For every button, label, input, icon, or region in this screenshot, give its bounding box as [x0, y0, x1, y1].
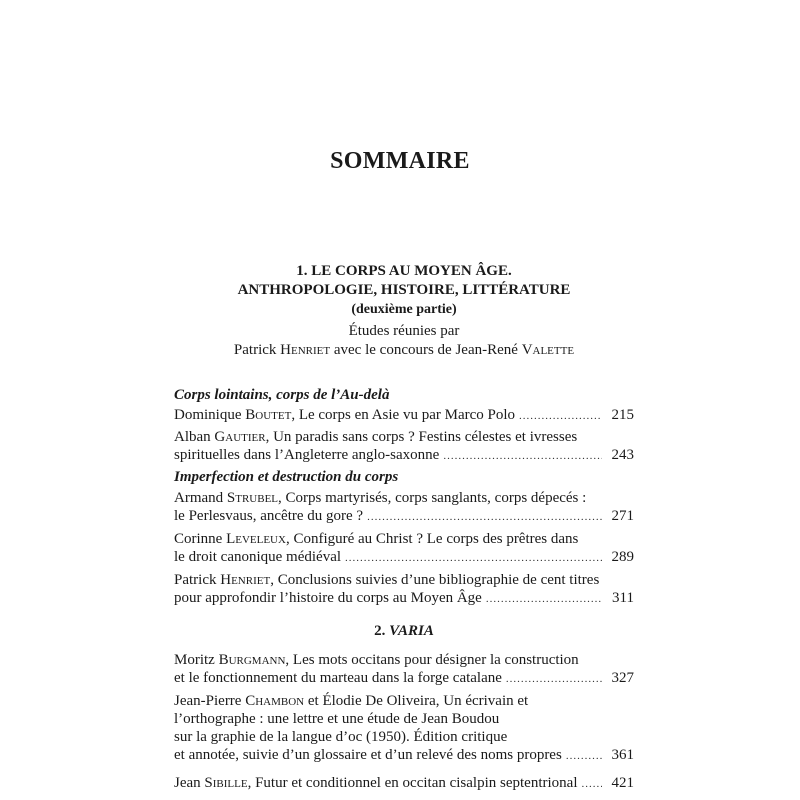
- section-1-credits: [174, 322, 634, 360]
- author-first: Armand: [174, 490, 224, 506]
- section-2-heading: [174, 622, 634, 641]
- author-last: Boutet: [245, 407, 292, 423]
- entry-title: , Configuré au Christ ? Le corps des prêtres dans: [285, 531, 579, 547]
- author-last: Gautier: [214, 429, 266, 445]
- author-last: Chambon: [245, 693, 305, 709]
- section-1-line-1: 1. LE CORPS AU MOYEN ÂGE.: [296, 263, 512, 279]
- toc-entry: [174, 774, 634, 793]
- entry-title: , Futur et conditionnel en occitan cisalpin septentrional: [247, 775, 578, 791]
- dot-leader: [345, 549, 602, 567]
- author-first: Alban: [174, 429, 211, 445]
- author-first: Jean-Pierre: [174, 693, 242, 709]
- toc-entry-first-line: [174, 692, 634, 710]
- toc-entry-last-line: [174, 774, 634, 793]
- editor-last-name: Henriet: [280, 342, 331, 358]
- section-1-line-3: (deuxième partie): [351, 302, 457, 317]
- entry-title: , Les mots occitans pour désigner la construction: [285, 652, 579, 668]
- dot-leader: [506, 670, 602, 688]
- page-number: 311: [612, 590, 634, 606]
- toc-entry-last-line: [174, 589, 634, 608]
- credits-connector: avec le concours de: [333, 342, 452, 358]
- credits-line-2: [174, 341, 634, 360]
- author-first: Corinne: [174, 531, 223, 547]
- toc-entry-last-line: [174, 746, 634, 765]
- toc-entry-last-line: [174, 507, 634, 526]
- toc-entry-first-line: [174, 428, 634, 446]
- page-title: SOMMAIRE: [330, 148, 470, 174]
- entry-title: , Corps martyrisés, corps sanglants, corps dépecés :: [278, 490, 587, 506]
- entry-title: , Le corps en Asie vu par Marco Polo: [291, 407, 516, 423]
- toc-entry-first-line: [174, 651, 634, 669]
- toc-entry-last-line: [174, 669, 634, 688]
- entry-title: , Un paradis sans corps ? Festins célestes et ivresses: [265, 429, 578, 445]
- toc-entry-first-line: [174, 530, 634, 548]
- dot-leader: [519, 407, 602, 425]
- entry-title-continued: et le fonctionnement du marteau dans la forge catalane: [174, 670, 502, 686]
- page-number: 361: [611, 747, 634, 763]
- subsection-heading-2: Imperfection et destruction du corps: [174, 469, 399, 485]
- page-number: 243: [611, 447, 634, 463]
- entry-title-continued: spirituelles dans l’Angleterre anglo-saxonne: [174, 447, 440, 463]
- toc-entry-first-line: [174, 571, 634, 589]
- page-number: 215: [611, 407, 634, 423]
- author-last: Henriet: [220, 572, 271, 588]
- author-first: Moritz: [174, 652, 215, 668]
- dot-leader: [367, 508, 602, 526]
- toc-entry-first-line: [174, 489, 634, 507]
- toc-entry-last-line: [174, 548, 634, 567]
- toc-entry: [174, 489, 634, 526]
- section-1-line-2: ANTHROPOLOGIE, HISTOIRE, LITTÉRATURE: [237, 282, 571, 298]
- entry-title-continued: l’orthographe : une lettre et une étude de Jean Boudou: [174, 711, 500, 727]
- toc-entry: [174, 651, 634, 688]
- toc-entry-last-line: [174, 406, 634, 425]
- toc-entry-last-line: [174, 446, 634, 465]
- page-number: 289: [611, 549, 634, 565]
- author-first: Patrick: [174, 572, 217, 588]
- entry-title: et Élodie De Oliveira, Un écrivain et: [304, 693, 529, 709]
- author-last: Sibille: [204, 775, 248, 791]
- page-number: 271: [611, 508, 634, 524]
- toc-entry: [174, 428, 634, 465]
- entry-title-continued: et annotée, suivie d’un glossaire et d’un relevé des noms propres: [174, 747, 562, 763]
- subsection-heading-1: Corps lointains, corps de l’Au-delà: [174, 387, 390, 403]
- dot-leader: [486, 590, 602, 608]
- co-editor-last-name: Valette: [521, 342, 575, 358]
- page-number: 327: [611, 670, 634, 686]
- toc-entry: [174, 530, 634, 567]
- entry-title-continued: sur la graphie de la langue d’oc (1950). Édition critique: [174, 729, 508, 745]
- section-2-number: 2.: [374, 623, 386, 639]
- author-last: Strubel: [226, 490, 279, 506]
- section-1-heading: [174, 262, 634, 319]
- page-number: 421: [611, 775, 634, 791]
- section-2-label: VARIA: [389, 623, 434, 639]
- entry-title-continued: le Perlesvaus, ancêtre du gore ?: [174, 508, 364, 524]
- dot-leader: [582, 775, 603, 793]
- entry-title-continued: pour approfondir l’histoire du corps au Moyen Âge: [174, 590, 482, 606]
- entry-title: , Conclusions suivies d’une bibliographie de cent titres: [270, 572, 600, 588]
- toc-entry: [174, 571, 634, 608]
- co-editor-first-name: Jean-René: [455, 342, 518, 358]
- author-first: Jean: [174, 775, 201, 791]
- editor-first-name: Patrick: [233, 342, 277, 358]
- author-last: Burgmann: [218, 652, 286, 668]
- dot-leader: [443, 447, 602, 465]
- author-first: Dominique: [174, 407, 242, 423]
- toc-entry: [174, 692, 634, 765]
- credits-line-1: Études réunies par: [348, 323, 460, 339]
- toc-entry: [174, 406, 634, 425]
- entry-title-continued: le droit canonique médiéval: [174, 549, 342, 565]
- author-last: Leveleux: [226, 531, 286, 547]
- dot-leader: [566, 747, 602, 765]
